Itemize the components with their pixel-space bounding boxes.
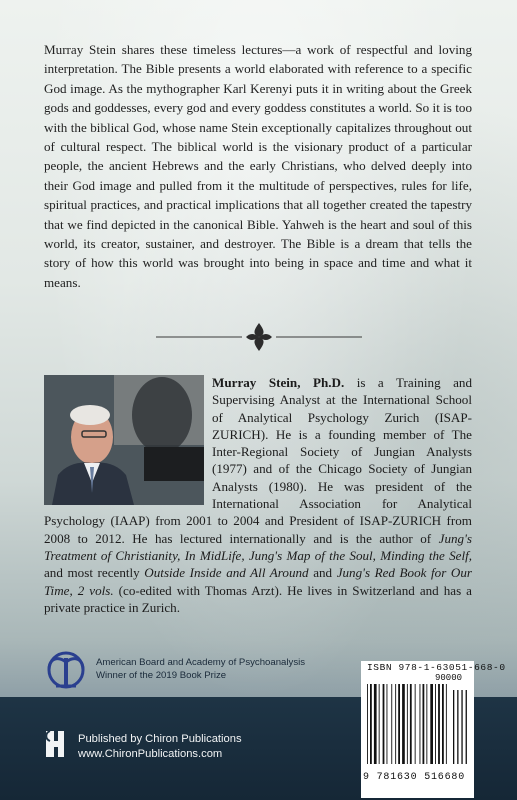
barcode-addon-bar	[457, 690, 458, 764]
barcode-bar	[420, 684, 421, 764]
barcode-bar	[430, 684, 433, 764]
barcode-addon-bar	[453, 690, 454, 764]
bio-text-3: and	[308, 565, 337, 581]
award-line-2: Winner of the 2019 Book Prize	[96, 670, 227, 681]
barcode-bar	[410, 684, 412, 764]
barcode-bar	[374, 684, 377, 764]
publisher-text	[78, 732, 242, 762]
barcode-bar	[395, 684, 396, 764]
isbn-label: ISBN 978-1-63051-668-0	[367, 662, 506, 673]
barcode-bar	[438, 684, 440, 764]
barcode-bar	[415, 684, 416, 764]
publisher-block	[44, 727, 304, 767]
barcode-bar	[379, 684, 380, 764]
author-name: Murray Stein, Ph.D.	[212, 375, 345, 390]
barcode-bar	[387, 684, 388, 764]
barcode-number: 9 781630 516680	[363, 772, 466, 783]
barcode-bar	[370, 684, 372, 764]
price-code: 90000	[435, 673, 463, 683]
book-blurb: Murray Stein shares these timeless lectures—a work of respectful and loving interpretation. The Bible presents a world elaborated with reference to a specific God image. As the mythographer Karl Kerenyi puts it in writing about the Greek gods and goddesses, every god and every goddess constitutes a world. So it is too with the biblical God, whose name Stein exceptionally capitalizes throughout out of cultural respect. The biblical world is the visionary product of a particular people, the ancient Hebrews and the early Christians, who delved deeply into their God image and pulled from it the multitude of perspectives, rules for life, spiritual practices, and practical implications that all together created the tapestry that we find depicted in the canonical Bible. Yahweh is the heart and soul of this world, its creator, sustainer, and destroyer. The Bible is a dream that tells the story of how this world was brought into being in space and time and what it means.	[44, 42, 472, 290]
barcode-bar	[407, 684, 408, 764]
publisher-line-1: Published by Chiron Publications	[78, 733, 242, 745]
bio-text-4: (co-edited with Thomas Arzt). He lives in Switzerland and has a private practice in Zurich.	[44, 582, 472, 615]
bio-text-1: is a Training and Supervising Analyst at the International School of Analytical Psychology Zurich (ISAP-ZURICH). He is a founding member of The Inter-Regional Society of Jungian Analysts (1977) and of the Chicago Society of Jungian Analysts (1980). He was president of the International Association for Analytical Psychology (IAAP) from 2001 to 2004 and President of ISAP-ZURICH from 2008 to 2012. He has lectured internationally and is the author of	[44, 375, 472, 546]
barcode-addon-bar	[461, 690, 462, 764]
barcode-addon-bar	[466, 690, 467, 764]
bio-text-2: and most recently	[44, 565, 145, 581]
barcode-bars	[365, 684, 471, 770]
barcode-bar	[383, 684, 385, 764]
isbn-barcode	[361, 661, 506, 798]
barcode-bar	[423, 684, 425, 764]
ornament-divider-icon	[156, 320, 362, 354]
barcode-bar	[402, 684, 405, 764]
publisher-website: www.ChironPublications.com	[78, 748, 223, 760]
award-line-1: American Board and Academy of Psychoanalysis	[96, 657, 306, 668]
barcode-bar	[442, 684, 444, 764]
barcode-bar	[367, 684, 368, 764]
chiron-logo-icon	[44, 729, 66, 759]
bio-red-book: Jung's Red Book for Our Time, 2 vols.	[44, 565, 473, 598]
award-block	[44, 650, 304, 690]
psychoanalysis-academy-logo-icon	[44, 650, 88, 690]
bio-recent-book: Outside Inside and All Around	[144, 565, 309, 581]
barcode-bar	[446, 684, 447, 764]
award-text	[96, 656, 305, 682]
barcode-bar	[426, 684, 427, 764]
barcode-bar	[391, 684, 392, 764]
barcode-bar	[398, 684, 400, 764]
author-bio	[44, 374, 472, 616]
barcode-bar	[435, 684, 436, 764]
bio-books: Jung's Treatment of Christianity, In MidLife, Jung's Map of the Soul, Minding the Self,	[44, 530, 472, 563]
photo-spacer	[44, 374, 212, 506]
